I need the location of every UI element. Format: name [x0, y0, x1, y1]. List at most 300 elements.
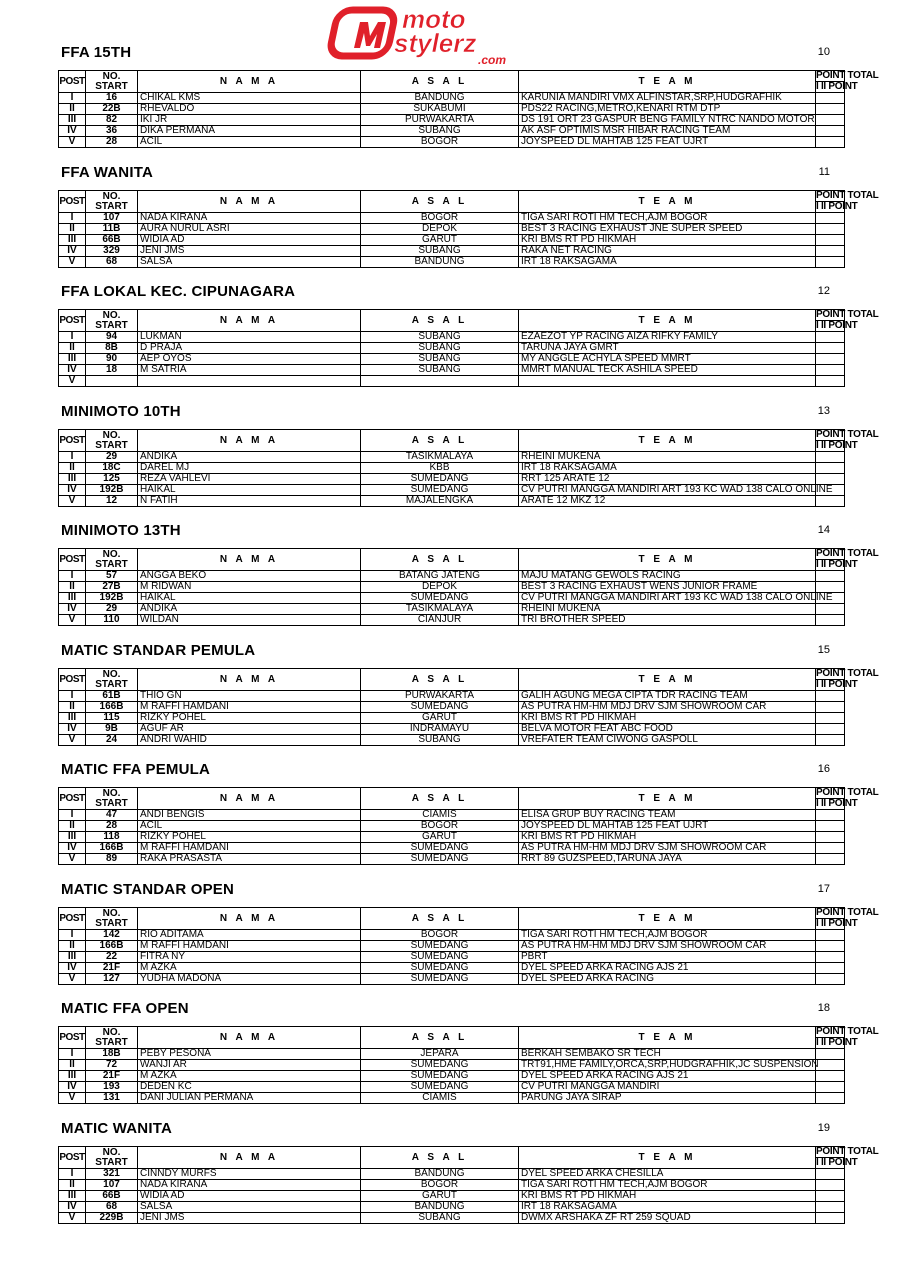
cell-team: BEST 3 RACING EXHAUST WENS JUNIOR FRAME [519, 582, 816, 593]
header-start: START [95, 678, 128, 690]
cell-team: CV PUTRI MANGGA MANDIRI ART 193 KC WAD 138 CALO ONLINE [519, 593, 816, 604]
cell-point [816, 365, 845, 376]
header-start: START [95, 439, 128, 451]
section-title: MINIMOTO 10TH [61, 403, 181, 420]
cell-nama: CINNDY MURFS [138, 1169, 361, 1180]
cell-point [816, 115, 845, 126]
header-team: T E A M [519, 191, 816, 213]
header-pos: POST [59, 310, 86, 332]
cell-team: BELVA MOTOR FEAT ABC FOOD [519, 724, 816, 735]
cell-nama: ANDI BENGIS [138, 810, 361, 821]
header-pos: POST [59, 908, 86, 930]
table-row [59, 702, 845, 713]
cell-point [816, 1169, 845, 1180]
section-title: MINIMOTO 13TH [61, 522, 181, 539]
header-no-start [86, 788, 138, 810]
race-section [58, 642, 879, 745]
cell-point [816, 257, 845, 268]
cell-no: 192B [86, 485, 138, 496]
cell-nama: JENI JMS [138, 1213, 361, 1224]
cell-asal: SUMEDANG [361, 952, 519, 963]
cell-team: RAKA NET RACING [519, 246, 816, 257]
header-pos: POST [59, 1147, 86, 1169]
cell-point [816, 224, 845, 235]
cell-pos: II [59, 1180, 86, 1191]
header-point [816, 668, 879, 691]
cell-pos: IV [59, 963, 86, 974]
cell-no: 24 [86, 735, 138, 746]
header-team: T E A M [519, 549, 816, 571]
header-no-start [86, 669, 138, 691]
section-header [58, 522, 844, 542]
cell-nama: NADA KIRANA [138, 213, 361, 224]
header-start: START [95, 1156, 128, 1168]
cell-team: MY ANGGLE ACHYLA SPEED MMRT [519, 354, 816, 365]
cell-asal: DEPOK [361, 582, 519, 593]
cell-nama: M SATRIA [138, 365, 361, 376]
cell-pos: IV [59, 604, 86, 615]
cell-team: CV PUTRI MANGGA MANDIRI [519, 1082, 816, 1093]
cell-point [816, 452, 845, 463]
cell-no: 66B [86, 235, 138, 246]
header-no-start [86, 1147, 138, 1169]
table-row [59, 213, 845, 224]
section-number: 14 [817, 524, 830, 536]
section-title: FFA WANITA [61, 164, 153, 181]
table-row [59, 1191, 845, 1202]
cell-asal: GARUT [361, 713, 519, 724]
header-nama: N A M A [138, 310, 361, 332]
header-nama: N A M A [138, 788, 361, 810]
cell-team: GALIH AGUNG MEGA CIPTA TDR RACING TEAM [519, 691, 816, 702]
table-row [59, 115, 845, 126]
section-number: 16 [817, 763, 830, 775]
cell-pos: V [59, 854, 86, 865]
section-header [58, 881, 844, 901]
header-nama: N A M A [138, 908, 361, 930]
cell-point [816, 496, 845, 507]
table-row [59, 365, 845, 376]
table-header-row [59, 430, 845, 452]
section-title: FFA 15TH [61, 44, 132, 61]
cell-pos: V [59, 376, 86, 387]
cell-pos: II [59, 1060, 86, 1071]
cell-pos: II [59, 224, 86, 235]
results-table [58, 787, 879, 865]
header-no: NO. [102, 548, 121, 560]
table-row [59, 952, 845, 963]
section-header [58, 403, 844, 423]
table-row [59, 1082, 845, 1093]
cell-asal: SUBANG [361, 365, 519, 376]
header-point-bot: I II POINT [816, 201, 858, 212]
header-team: T E A M [519, 788, 816, 810]
cell-team: KRI BMS RT PD HIKMAH [519, 832, 816, 843]
table-row [59, 593, 845, 604]
table-row [59, 854, 845, 865]
header-start: START [95, 319, 128, 331]
results-table [58, 548, 879, 626]
cell-point [816, 963, 845, 974]
section-number: 15 [817, 644, 830, 656]
cell-pos: I [59, 810, 86, 821]
cell-no: 94 [86, 332, 138, 343]
cell-team: TIGA SARI ROTI HM TECH,AJM BOGOR [519, 213, 816, 224]
cell-point [816, 1060, 845, 1071]
cell-pos: IV [59, 126, 86, 137]
cell-pos: III [59, 235, 86, 246]
cell-no: 28 [86, 821, 138, 832]
cell-asal: SUBANG [361, 735, 519, 746]
cell-no: 118 [86, 832, 138, 843]
header-no-start [86, 430, 138, 452]
cell-no: 66B [86, 1191, 138, 1202]
cell-team: DWMX ARSHAKA ZF RT 259 SQUAD [519, 1213, 816, 1224]
cell-nama: ACIL [138, 821, 361, 832]
header-start: START [95, 1036, 128, 1048]
cell-no: 329 [86, 246, 138, 257]
cell-point [816, 952, 845, 963]
cell-team: MMRT MANUAL TECK ASHILA SPEED [519, 365, 816, 376]
header-no: NO. [102, 190, 121, 202]
cell-asal: GARUT [361, 832, 519, 843]
cell-pos: II [59, 582, 86, 593]
header-asal: A S A L [361, 788, 519, 810]
cell-asal: SUMEDANG [361, 974, 519, 985]
cell-no: 16 [86, 93, 138, 104]
cell-point [816, 126, 845, 137]
cell-no: 125 [86, 474, 138, 485]
table-row [59, 810, 845, 821]
header-start: START [95, 917, 128, 929]
results-table [58, 1146, 879, 1224]
cell-no: 131 [86, 1093, 138, 1104]
table-row [59, 974, 845, 985]
cell-no: 107 [86, 1180, 138, 1191]
results-table [58, 70, 879, 148]
section-header [58, 164, 844, 184]
cell-team: RHEINI MUKENA [519, 452, 816, 463]
table-row [59, 354, 845, 365]
cell-no: 57 [86, 571, 138, 582]
cell-team: AS PUTRA HM-HM MDJ DRV SJM SHOWROOM CAR [519, 843, 816, 854]
cell-nama: DAREL MJ [138, 463, 361, 474]
cell-pos: V [59, 735, 86, 746]
cell-asal: SUMEDANG [361, 593, 519, 604]
cell-point [816, 691, 845, 702]
cell-asal: SUMEDANG [361, 1082, 519, 1093]
cell-asal: JEPARA [361, 1049, 519, 1060]
cell-point [816, 930, 845, 941]
race-section [58, 1000, 879, 1103]
header-nama: N A M A [138, 549, 361, 571]
cell-pos: II [59, 343, 86, 354]
cell-nama: ANDIKA [138, 604, 361, 615]
cell-asal: BANDUNG [361, 1202, 519, 1213]
cell-team: TIGA SARI ROTI HM TECH,AJM BOGOR [519, 930, 816, 941]
cell-no: 72 [86, 1060, 138, 1071]
header-point-bot: I II POINT [816, 798, 858, 809]
cell-point [816, 474, 845, 485]
cell-point [816, 1082, 845, 1093]
header-point [816, 787, 879, 810]
header-point-top: POINT TOTAL [816, 70, 879, 81]
cell-nama: M AZKA [138, 1071, 361, 1082]
cell-team: MAJU MATANG GEWOLS RACING [519, 571, 816, 582]
cell-nama: AGUF AR [138, 724, 361, 735]
cell-point [816, 713, 845, 724]
race-section [58, 283, 879, 386]
header-point-bot: I II POINT [816, 320, 858, 331]
cell-nama: YUDHA MADONA [138, 974, 361, 985]
table-header-row [59, 71, 845, 93]
cell-pos: V [59, 257, 86, 268]
cell-point [816, 463, 845, 474]
cell-asal: SUKABUMI [361, 104, 519, 115]
cell-point [816, 604, 845, 615]
cell-nama: N FATIH [138, 496, 361, 507]
cell-team [519, 376, 816, 387]
cell-pos: I [59, 332, 86, 343]
cell-team: BEST 3 RACING EXHAUST JNE SUPER SPEED [519, 224, 816, 235]
cell-pos: V [59, 1093, 86, 1104]
header-team: T E A M [519, 1027, 816, 1049]
cell-no: 11B [86, 224, 138, 235]
header-no: NO. [102, 1146, 121, 1158]
cell-pos: V [59, 615, 86, 626]
header-point-bot: I II POINT [816, 918, 858, 929]
section-number: 12 [817, 285, 830, 297]
cell-point [816, 1191, 845, 1202]
cell-no: 115 [86, 713, 138, 724]
header-point [816, 190, 879, 213]
header-pos: POST [59, 191, 86, 213]
cell-asal: SUMEDANG [361, 963, 519, 974]
cell-nama: M RIDWAN [138, 582, 361, 593]
results-table [58, 309, 879, 387]
header-asal: A S A L [361, 549, 519, 571]
cell-no: 193 [86, 1082, 138, 1093]
cell-pos: III [59, 115, 86, 126]
cell-asal: INDRAMAYU [361, 724, 519, 735]
cell-no: 166B [86, 843, 138, 854]
cell-nama: WIDIA AD [138, 1191, 361, 1202]
cell-team: KARUNIA MANDIRI VMX ALFINSTAR,SRP,HUDGRAFHIK [519, 93, 816, 104]
header-no-start [86, 191, 138, 213]
cell-asal: BANDUNG [361, 257, 519, 268]
cell-nama: FITRA NY [138, 952, 361, 963]
cell-no: 12 [86, 496, 138, 507]
race-section [58, 522, 879, 625]
table-row [59, 137, 845, 148]
cell-nama: THIO GN [138, 691, 361, 702]
header-point-bot: I II POINT [816, 81, 858, 92]
cell-nama: M RAFFI HAMDANI [138, 843, 361, 854]
cell-team: ELISA GRUP BUY RACING TEAM [519, 810, 816, 821]
table-row [59, 1169, 845, 1180]
header-nama: N A M A [138, 1027, 361, 1049]
cell-team: IRT 18 RAKSAGAMA [519, 257, 816, 268]
cell-asal: PURWAKARTA [361, 691, 519, 702]
table-header-row [59, 908, 845, 930]
header-asal: A S A L [361, 1027, 519, 1049]
cell-pos: IV [59, 1082, 86, 1093]
cell-point [816, 571, 845, 582]
section-number: 17 [817, 883, 830, 895]
cell-point [816, 724, 845, 735]
cell-asal: SUBANG [361, 126, 519, 137]
cell-nama: SALSA [138, 1202, 361, 1213]
section-header [58, 44, 844, 64]
cell-nama: M RAFFI HAMDANI [138, 702, 361, 713]
cell-no: 29 [86, 452, 138, 463]
header-start: START [95, 558, 128, 570]
race-section [58, 403, 879, 506]
table-row [59, 691, 845, 702]
table-header-row [59, 191, 845, 213]
section-number: 10 [817, 46, 830, 58]
section-header [58, 1120, 844, 1140]
header-pos: POST [59, 430, 86, 452]
cell-team: JOYSPEED DL MAHTAB 125 FEAT UJRT [519, 821, 816, 832]
cell-pos: IV [59, 485, 86, 496]
cell-pos: II [59, 941, 86, 952]
cell-nama: RIZKY POHEL [138, 713, 361, 724]
header-asal: A S A L [361, 310, 519, 332]
header-asal: A S A L [361, 908, 519, 930]
cell-team: IRT 18 RAKSAGAMA [519, 1202, 816, 1213]
header-no-start [86, 549, 138, 571]
header-no: NO. [102, 668, 121, 680]
cell-point [816, 343, 845, 354]
section-header [58, 761, 844, 781]
section-title: MATIC FFA PEMULA [61, 761, 211, 778]
cell-nama: NADA KIRANA [138, 1180, 361, 1191]
cell-pos: IV [59, 365, 86, 376]
table-row [59, 615, 845, 626]
table-row [59, 485, 845, 496]
cell-asal: SUBANG [361, 343, 519, 354]
header-start: START [95, 797, 128, 809]
cell-pos: III [59, 1071, 86, 1082]
cell-asal: BANDUNG [361, 93, 519, 104]
cell-no: 321 [86, 1169, 138, 1180]
cell-team: KRI BMS RT PD HIKMAH [519, 235, 816, 246]
cell-pos: III [59, 832, 86, 843]
cell-nama: RAKA PRASASTA [138, 854, 361, 865]
header-point [816, 309, 879, 332]
cell-pos: V [59, 1213, 86, 1224]
cell-point [816, 941, 845, 952]
cell-point [816, 376, 845, 387]
cell-pos: IV [59, 246, 86, 257]
cell-pos: III [59, 474, 86, 485]
cell-team: DYEL SPEED ARKA RACING AJS 21 [519, 963, 816, 974]
cell-nama: SALSA [138, 257, 361, 268]
header-team: T E A M [519, 1147, 816, 1169]
cell-point [816, 1213, 845, 1224]
cell-asal: BOGOR [361, 213, 519, 224]
table-row [59, 257, 845, 268]
cell-pos: III [59, 1191, 86, 1202]
cell-nama: HAIKAL [138, 485, 361, 496]
cell-asal: TASIKMALAYA [361, 452, 519, 463]
cell-nama: HAIKAL [138, 593, 361, 604]
cell-asal: BOGOR [361, 1180, 519, 1191]
table-row [59, 496, 845, 507]
cell-nama: WANJI AR [138, 1060, 361, 1071]
header-start: START [95, 200, 128, 212]
cell-team: DYEL SPEED ARKA RACING [519, 974, 816, 985]
table-row [59, 1071, 845, 1082]
cell-asal: SUBANG [361, 354, 519, 365]
header-nama: N A M A [138, 669, 361, 691]
header-pos: POST [59, 549, 86, 571]
table-header-row [59, 1147, 845, 1169]
section-number: 11 [818, 166, 830, 178]
table-row [59, 832, 845, 843]
cell-no: 47 [86, 810, 138, 821]
cell-no: 21F [86, 963, 138, 974]
header-point [816, 1146, 879, 1169]
cell-point [816, 354, 845, 365]
cell-no: 229B [86, 1213, 138, 1224]
header-team: T E A M [519, 71, 816, 93]
header-no-start [86, 1027, 138, 1049]
cell-nama: ANDRI WAHID [138, 735, 361, 746]
cell-asal: CIANJUR [361, 615, 519, 626]
table-row [59, 571, 845, 582]
cell-point [816, 93, 845, 104]
cell-nama: M AZKA [138, 963, 361, 974]
cell-point [816, 137, 845, 148]
table-row [59, 332, 845, 343]
cell-asal: SUMEDANG [361, 843, 519, 854]
header-nama: N A M A [138, 430, 361, 452]
cell-nama: WIDIA AD [138, 235, 361, 246]
table-row [59, 941, 845, 952]
results-table [58, 907, 879, 985]
header-team: T E A M [519, 669, 816, 691]
cell-nama: RIZKY POHEL [138, 832, 361, 843]
cell-pos: II [59, 463, 86, 474]
cell-no: 22B [86, 104, 138, 115]
cell-point [816, 974, 845, 985]
table-header-row [59, 549, 845, 571]
header-no-start [86, 908, 138, 930]
cell-point [816, 1093, 845, 1104]
header-asal: A S A L [361, 1147, 519, 1169]
table-row [59, 1060, 845, 1071]
section-number: 18 [817, 1002, 830, 1014]
cell-point [816, 810, 845, 821]
cell-pos: I [59, 691, 86, 702]
race-section [58, 1120, 879, 1223]
cell-asal: CIAMIS [361, 810, 519, 821]
cell-no: 82 [86, 115, 138, 126]
cell-asal: BANDUNG [361, 1169, 519, 1180]
table-row [59, 735, 845, 746]
header-asal: A S A L [361, 71, 519, 93]
race-section [58, 761, 879, 864]
cell-point [816, 832, 845, 843]
cell-nama: ACIL [138, 137, 361, 148]
cell-team: VREFATER TEAM CIWONG GASPOLL [519, 735, 816, 746]
header-point-top: POINT TOTAL [816, 548, 879, 559]
cell-team: TARUNA JAYA GMRT [519, 343, 816, 354]
header-point [816, 548, 879, 571]
cell-no: 127 [86, 974, 138, 985]
